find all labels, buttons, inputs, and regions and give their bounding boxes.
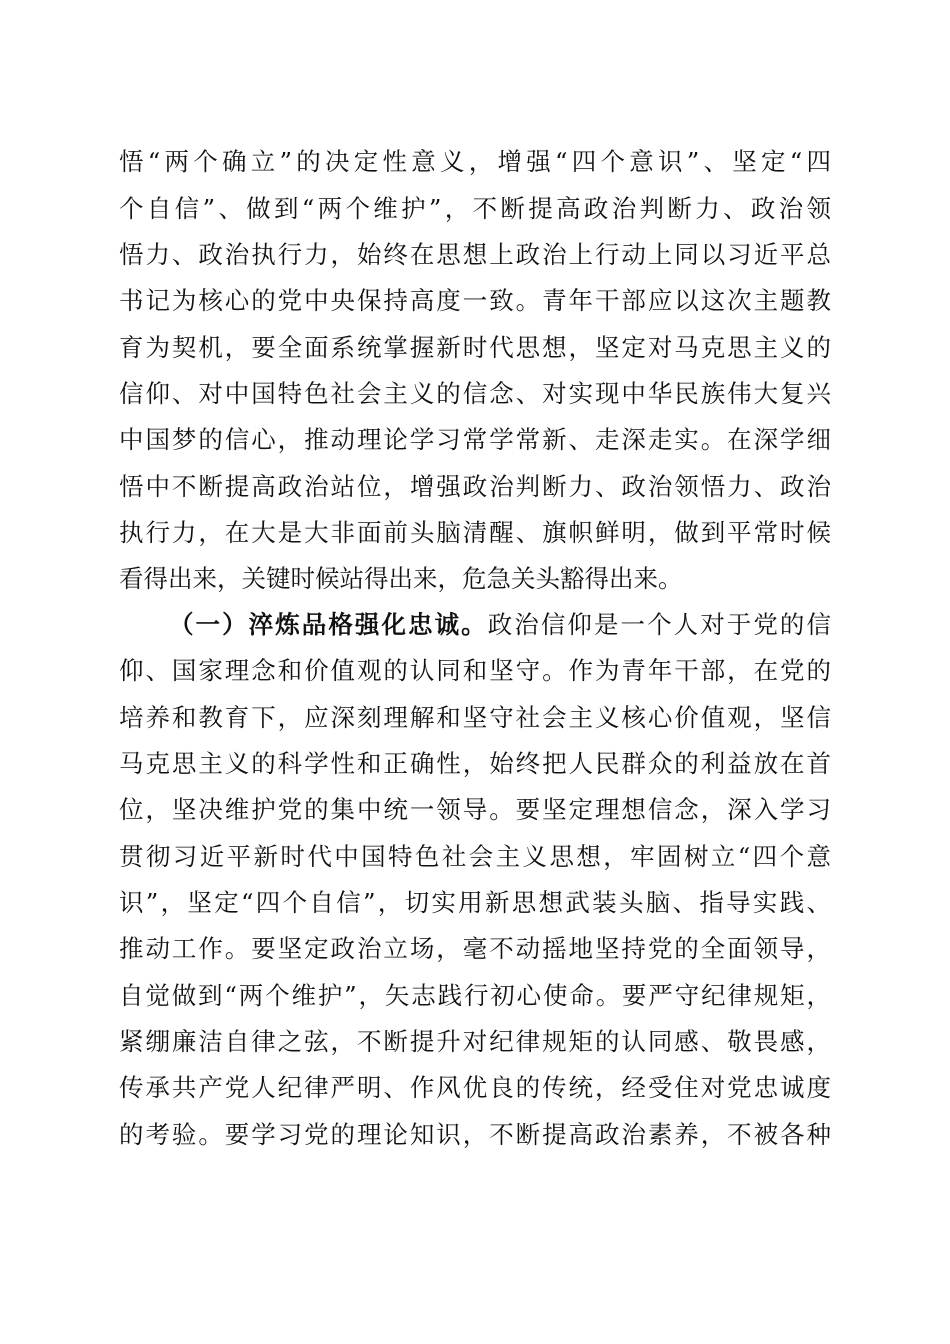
paragraph-line: 信仰、对中国特色社会主义的信念、对实现中华民族伟大复兴	[119, 379, 831, 408]
paragraph-line: 培养和教育下，应深刻理解和坚守社会主义核心价值观，坚信	[119, 703, 831, 732]
paragraph-line: 个自信”、做到“两个维护”，不断提高政治判断力、政治领	[119, 194, 831, 223]
paragraph-line: 位，坚决维护党的集中统一领导。要坚定理想信念，深入学习	[119, 795, 831, 824]
paragraph-line: 马克思主义的科学性和正确性，始终把人民群众的利益放在首	[119, 749, 831, 778]
paragraph-line: 的考验。要学习党的理论知识，不断提高政治素养，不被各种	[119, 1120, 831, 1149]
paragraph-line: 紧绷廉洁自律之弦，不断提升对纪律规矩的认同感、敬畏感，	[119, 1027, 831, 1056]
paragraph-line: 推动工作。要坚定政治立场，毫不动摇地坚持党的全面领导，	[119, 934, 831, 963]
paragraph-line: 识”，坚定“四个自信”，切实用新思想武装头脑、指导实践、	[119, 888, 831, 917]
paragraph-line: 悟中不断提高政治站位，增强政治判断力、政治领悟力、政治	[119, 472, 831, 501]
paragraph-line: 育为契机，要全面系统掌握新时代思想，坚定对马克思主义的	[119, 333, 831, 362]
paragraph-line: 执行力，在大是大非面前头脑清醒、旗帜鲜明，做到平常时候	[119, 518, 831, 547]
paragraph-line: 传承共产党人纪律严明、作风优良的传统，经受住对党忠诚度	[119, 1073, 831, 1102]
paragraph-line-rest: 政治信仰是一个人对于党的信	[487, 610, 831, 639]
paragraph-line: 悟力、政治执行力，始终在思想上政治上行动上同以习近平总	[119, 240, 831, 269]
paragraph-first-line	[169, 610, 831, 640]
paragraph-line: 仰、国家理念和价值观的认同和坚守。作为青年干部，在党的	[119, 656, 831, 685]
paragraph-line: 悟“两个确立”的决定性意义，增强“四个意识”、坚定“四	[119, 147, 831, 176]
paragraph-line: 中国梦的信心，推动理论学习常学常新、走深走实。在深学细	[119, 425, 831, 454]
paragraph-line: 贯彻习近平新时代中国特色社会主义思想，牢固树立“四个意	[119, 842, 831, 871]
paragraph-line: 书记为核心的党中央保持高度一致。青年干部应以这次主题教	[119, 286, 831, 315]
paragraph-line: 自觉做到“两个维护”，矢志践行初心使命。要严守纪律规矩，	[119, 981, 831, 1010]
paragraph-line: 看得出来，关键时候站得出来，危急关头豁得出来。	[119, 564, 683, 593]
section-heading: （一）淬炼品格强化忠诚。	[169, 610, 488, 639]
